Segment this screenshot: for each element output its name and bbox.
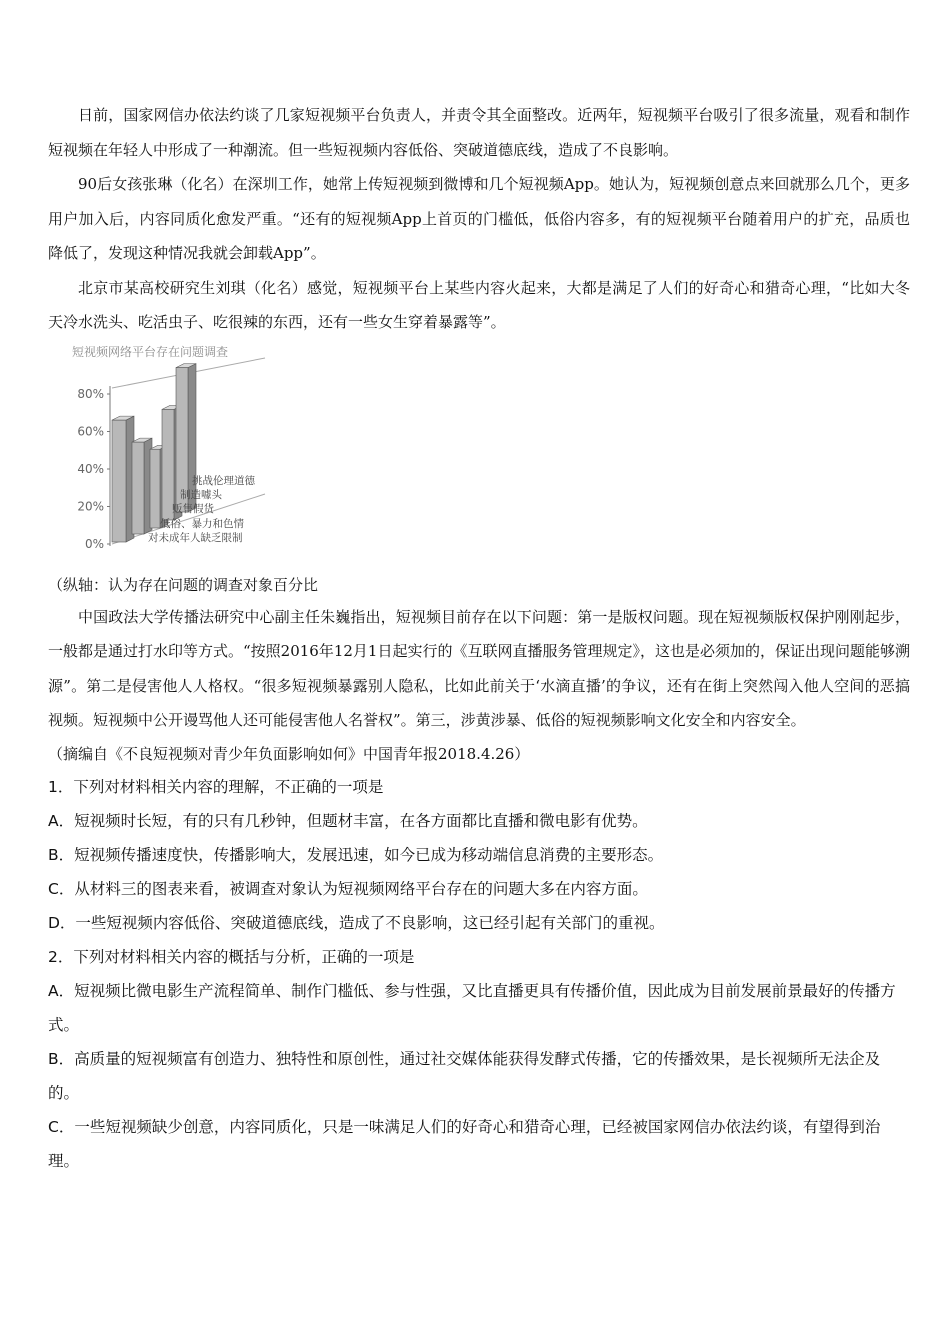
- paragraph-2: 90后女孩张琳（化名）在深圳工作，她常上传短视频到微博和几个短视频App。她认为，短视频创意点来回就那么几个，更多用户加入后，内容同质化愈发严重。“还有的短视频App上首页的门槛低，低俗内容多，有的短视频平台随着用户的扩充，品质也降低了，发现这种情况我就会卸载App”。: [48, 175, 910, 262]
- document-page: [48, 98, 910, 1178]
- source-citation: （摘编自《不良短视频对青少年负面影响如何》中国青年报2018.4.26）: [48, 744, 530, 763]
- chart-title: 短视频网络平台存在问题调查: [72, 344, 229, 359]
- y-tick-label: 40%: [77, 461, 104, 476]
- bar: [112, 420, 126, 542]
- question-1-option-c: C．从材料三的图表来看，被调查对象认为短视频网络平台存在的问题大多在内容方面。: [48, 879, 648, 898]
- paragraph-1: 日前，国家网信办依法约谈了几家短视频平台负责人，并责令其全面整改。近两年，短视频平台吸引了很多流量，观看和制作短视频在年轻人中形成了一种潮流。但一些短视频内容低俗、突破道德底线，造成了不良影响。: [48, 106, 910, 159]
- question-2-option-b: B．高质量的短视频富有创造力、独特性和原创性，通过社交媒体能获得发酵式传播，它的传播效果，是长视频所无法企及的。: [48, 1049, 881, 1102]
- survey-chart-svg: [60, 344, 340, 566]
- category-label: 挑战伦理道德: [192, 474, 255, 487]
- survey-chart: [60, 344, 340, 566]
- chart-caption: （纵轴：认为存在问题的调查对象百分比: [48, 575, 319, 594]
- question-1-option-d: D．一些短视频内容低俗、突破道德底线，造成了不良影响，这已经引起有关部门的重视。: [48, 913, 665, 932]
- category-label: 对未成年人缺乏限制: [148, 531, 243, 544]
- question-2-option-c: C．一些短视频缺少创意，内容同质化，只是一味满足人们的好奇心和猎奇心理，已经被国家网信办依法约谈，有望得到治理。: [48, 1117, 881, 1170]
- y-tick-label: 0%: [84, 536, 104, 551]
- bar: [150, 449, 160, 528]
- category-label: 贩售假货: [172, 502, 214, 515]
- question-2-stem: 2．下列对材料相关内容的概括与分析，正确的一项是: [48, 947, 415, 966]
- question-2-option-a: A．短视频比微电影生产流程简单、制作门槛低、参与性强，又比直播更具有传播价值，因此成为目前发展前景最好的传播方式。: [48, 981, 896, 1034]
- category-label: 低俗、暴力和色情: [160, 517, 244, 530]
- paragraph-4: 中国政法大学传播法研究中心副主任朱巍指出，短视频目前存在以下问题：第一是版权问题。现在短视频版权保护刚刚起步，一般都是通过打水印等方式。“按照2016年12月1日起实行的《互联网直播服务管理规定》，这也是必须加的，保证出现问题能够溯源”。第二是侵害他人人格权。“很多短视频暴露别人隐私，比如此前关于‘水滴直播’的争议，还有在街上突然闯入他人空间的恶搞视频。短视频中公开谩骂他人还可能侵害他人名誉权”。第三，涉黄涉暴、低俗的短视频影响文化安全和内容安全。: [48, 607, 910, 729]
- bar: [132, 442, 144, 534]
- question-1-option-a: A．短视频时长短，有的只有几秒钟，但题材丰富，在各方面都比直播和微电影有优势。: [48, 811, 648, 830]
- question-1-stem: 1．下列对材料相关内容的理解，不正确的一项是: [48, 777, 384, 796]
- y-tick-label: 80%: [77, 386, 104, 401]
- question-1-option-b: B．短视频传播速度快，传播影响大，发展迅速，如今已成为移动端信息消费的主要形态。: [48, 845, 664, 864]
- paragraph-3: 北京市某高校研究生刘琪（化名）感觉，短视频平台上某些内容火起来，大都是满足了人们的好奇心和猎奇心理，“比如大冬天冷水洗头、吃活虫子、吃很辣的东西，还有一些女生穿着暴露等”。: [48, 278, 910, 331]
- y-tick-label: 20%: [77, 499, 104, 513]
- category-label: 制造噱头: [180, 488, 222, 501]
- y-tick-label: 60%: [77, 424, 104, 438]
